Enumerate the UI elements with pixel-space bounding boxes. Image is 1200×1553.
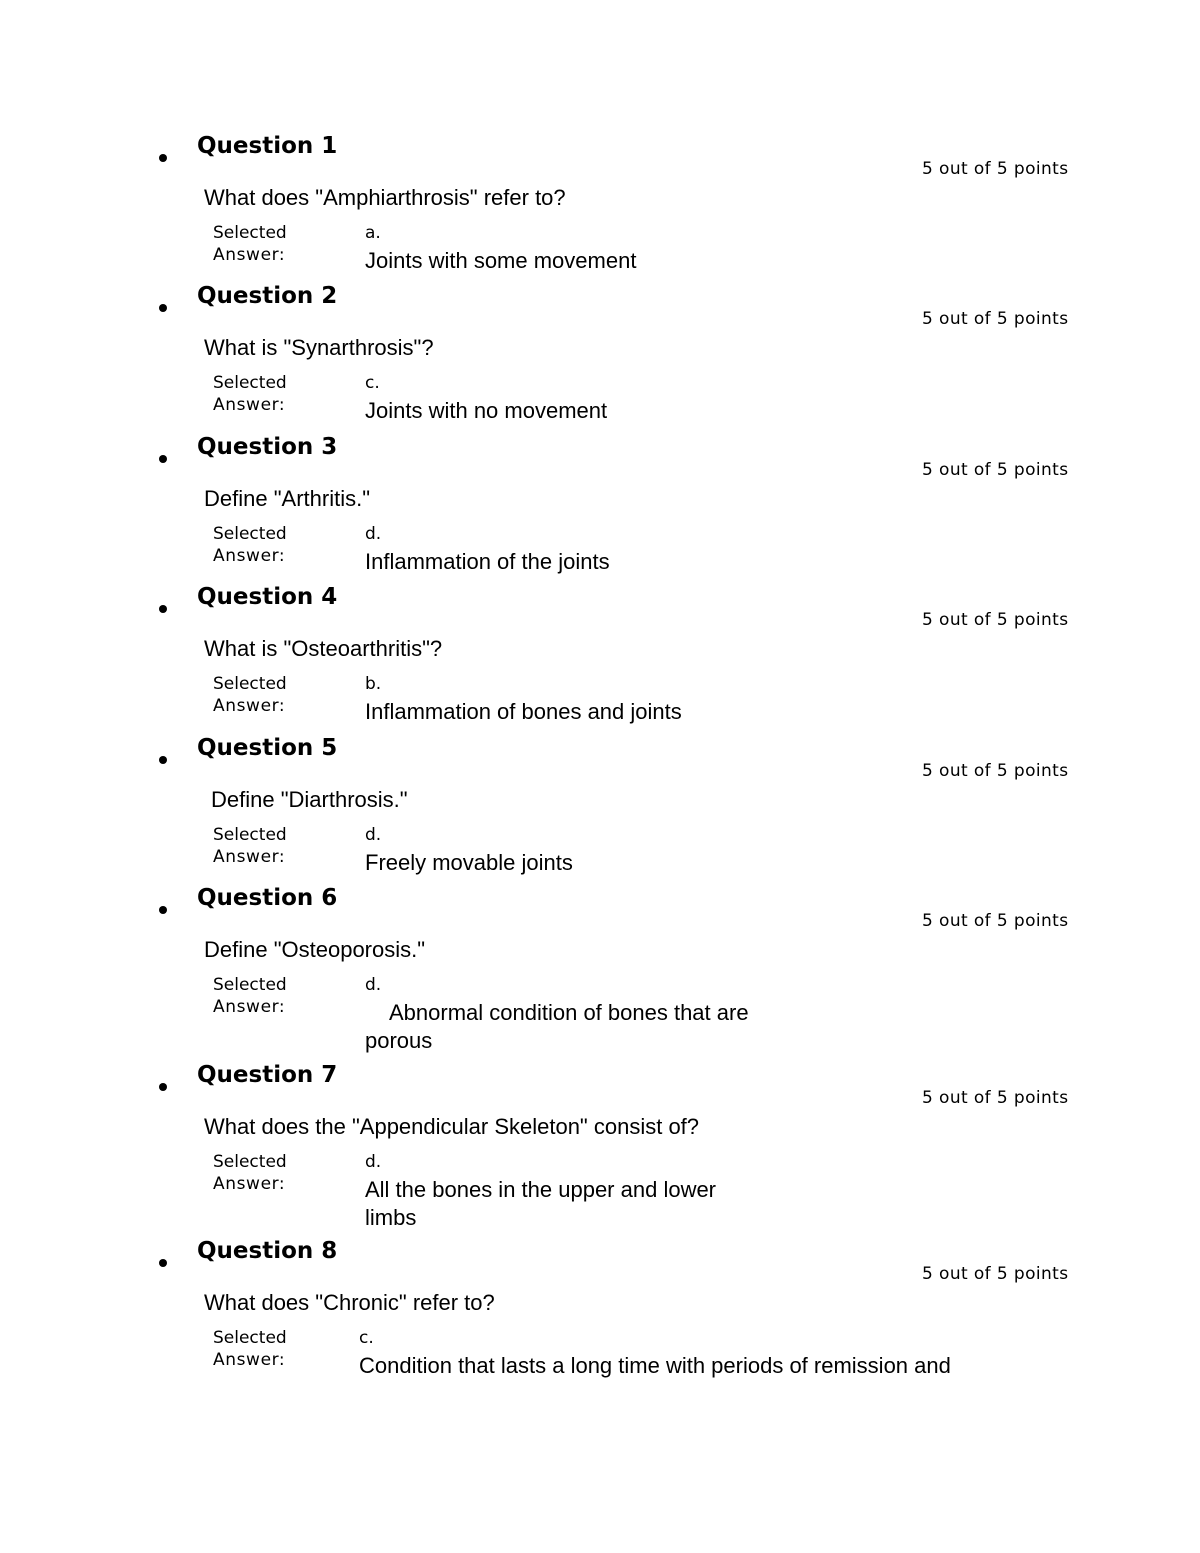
answer-letter: b. — [365, 674, 382, 694]
question-title: Question 1 — [197, 133, 338, 159]
answer-line: Abnormal condition of bones that are — [389, 1000, 749, 1025]
selected-label: Selected — [213, 975, 287, 995]
question-title: Question 3 — [197, 434, 338, 460]
selected-label: Selected — [213, 223, 287, 243]
answer-label: Answer: — [213, 1174, 286, 1194]
selected-answer-text — [365, 999, 749, 1055]
bullet-icon — [159, 756, 167, 764]
selected-answer-text — [365, 1176, 716, 1232]
question-title: Question 7 — [197, 1062, 338, 1088]
points-score: 5 out of 5 points — [922, 1088, 1069, 1108]
question-title: Question 2 — [197, 283, 338, 309]
selected-label: Selected — [213, 524, 287, 544]
selected-label: Selected — [213, 825, 287, 845]
answer-line: porous — [365, 1028, 433, 1053]
answer-letter: d. — [365, 524, 382, 544]
question-prompt: What is "Synarthrosis"? — [204, 335, 434, 360]
points-score: 5 out of 5 points — [922, 1264, 1069, 1284]
answer-letter: d. — [365, 1152, 382, 1172]
question-title: Question 6 — [197, 885, 338, 911]
answer-label: Answer: — [213, 696, 286, 716]
question-prompt: Define "Diarthrosis." — [211, 787, 408, 812]
bullet-icon — [159, 455, 167, 463]
selected-answer-text — [359, 1352, 951, 1380]
answer-letter: c. — [359, 1328, 374, 1348]
bullet-icon — [159, 906, 167, 914]
question-prompt: What is "Osteoarthritis"? — [204, 636, 443, 661]
answer-line: Inflammation of the joints — [365, 549, 610, 574]
answer-line: Freely movable joints — [365, 850, 573, 875]
question-prompt: Define "Osteoporosis." — [204, 937, 426, 962]
question-prompt: What does the "Appendicular Skeleton" consist of? — [204, 1114, 700, 1139]
question-prompt: What does "Chronic" refer to? — [204, 1290, 495, 1315]
selected-label: Selected — [213, 1328, 287, 1348]
answer-label: Answer: — [213, 546, 286, 566]
answer-line: All the bones in the upper and lower — [365, 1177, 717, 1202]
answer-letter: d. — [365, 975, 382, 995]
question-title: Question 5 — [197, 735, 338, 761]
answer-label: Answer: — [213, 1350, 286, 1370]
bullet-icon — [159, 154, 167, 162]
points-score: 5 out of 5 points — [922, 309, 1069, 329]
answer-line: Condition that lasts a long time with periods of remission and — [359, 1353, 951, 1378]
selected-answer-text — [365, 849, 573, 877]
points-score: 5 out of 5 points — [922, 460, 1069, 480]
answer-label: Answer: — [213, 997, 286, 1017]
answer-label: Answer: — [213, 395, 286, 415]
answer-letter: c. — [365, 373, 380, 393]
selected-answer-text — [365, 247, 636, 275]
bullet-icon — [159, 1259, 167, 1267]
question-prompt: What does "Amphiarthrosis" refer to? — [204, 185, 566, 210]
answer-line: Joints with some movement — [365, 248, 637, 273]
answer-line: Inflammation of bones and joints — [365, 699, 682, 724]
answer-line: Joints with no movement — [365, 398, 608, 423]
answer-label: Answer: — [213, 245, 286, 265]
question-title: Question 4 — [197, 584, 338, 610]
points-score: 5 out of 5 points — [922, 159, 1069, 179]
selected-label: Selected — [213, 674, 287, 694]
selected-label: Selected — [213, 373, 287, 393]
selected-answer-text — [365, 397, 607, 425]
answer-label: Answer: — [213, 847, 286, 867]
points-score: 5 out of 5 points — [922, 761, 1069, 781]
question-title: Question 8 — [197, 1238, 338, 1264]
selected-label: Selected — [213, 1152, 287, 1172]
points-score: 5 out of 5 points — [922, 610, 1069, 630]
answer-letter: d. — [365, 825, 382, 845]
bullet-icon — [159, 1083, 167, 1091]
points-score: 5 out of 5 points — [922, 911, 1069, 931]
selected-answer-text — [365, 548, 610, 576]
answer-line: limbs — [365, 1205, 417, 1230]
bullet-icon — [159, 605, 167, 613]
question-prompt: Define "Arthritis." — [204, 486, 370, 511]
answer-letter: a. — [365, 223, 381, 243]
bullet-icon — [159, 304, 167, 312]
selected-answer-text — [365, 698, 682, 726]
